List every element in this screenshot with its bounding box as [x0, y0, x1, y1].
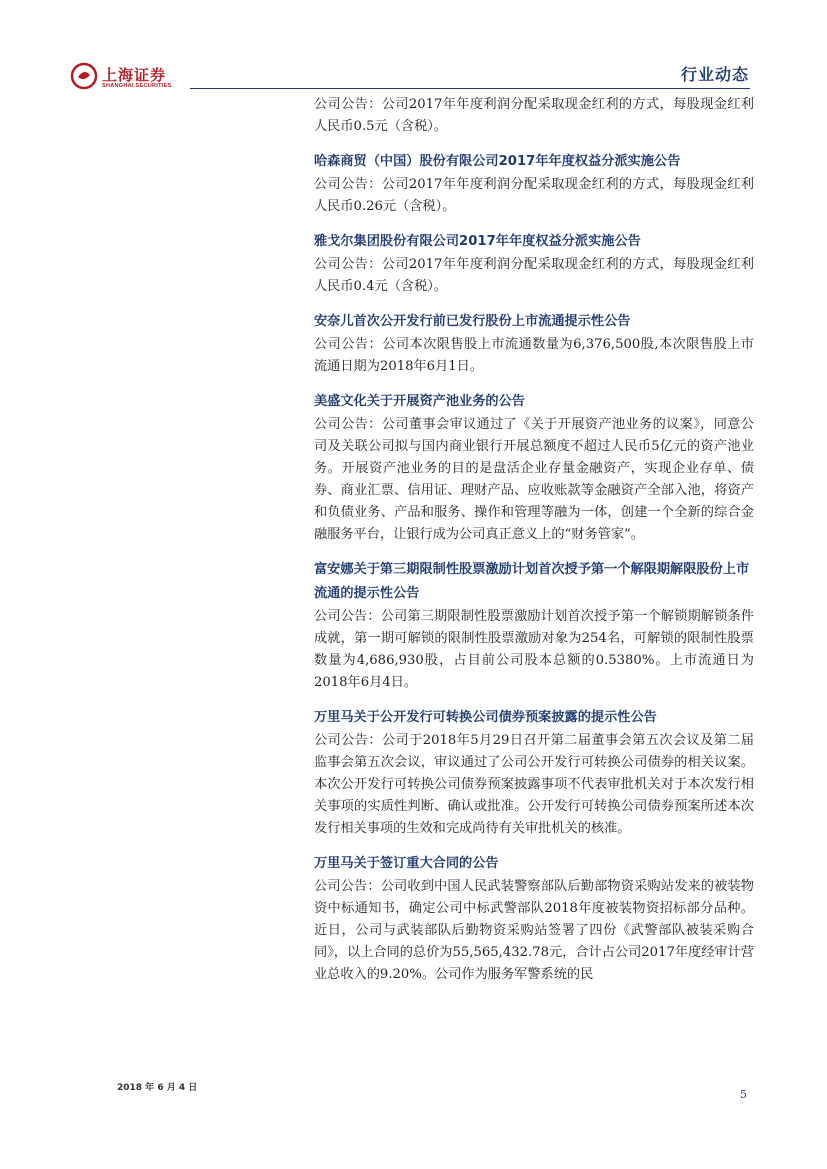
announcement-item [314, 390, 754, 546]
announcement-title: 美盛文化关于开展资产池业务的公告 [314, 394, 525, 409]
announcement-title: 富安娜关于第三期限制性股票激励计划首次授予第一个解限期解限股份上市流通的提示性公告 [314, 562, 750, 601]
report-date: 2018 年 6 月 4 日 [117, 1083, 198, 1093]
announcement-item [314, 558, 754, 694]
announcement-body: 公司公告：公司2017年年度利润分配采取现金红利的方式，每股现金红利人民币0.26元（含税）。 [314, 177, 754, 214]
announcement-item [314, 230, 754, 298]
announcement-body: 公司公告：公司董事会审议通过了《关于开展资产池业务的议案》，同意公司及关联公司拟与国内商业银行开展总额度不超过人民币5亿元的资产池业务。开展资产池业务的目的是盘活企业存量金融资产，实现企业存单、债券、商业汇票、信用证、理财产品、应收账款等金融资产全部入池，将资产和负债业务、产品和服务、操作和管理等融为一体，创建一个全新的综合金融服务平台，让银行成为公司真正意义上的“财务管家”。 [314, 417, 754, 542]
announcement-body: 公司公告：公司2017年年度利润分配采取现金红利的方式，每股现金红利人民币0.4元（含税）。 [314, 257, 754, 294]
announcement-item [314, 150, 754, 218]
announcement-title: 哈森商贸（中国）股份有限公司2017年年度权益分派实施公告 [314, 154, 681, 169]
announcement-item [314, 706, 754, 840]
section-title: 行业动态 [680, 65, 749, 84]
logo-emblem-icon [70, 62, 98, 90]
announcement-title: 雅戈尔集团股份有限公司2017年年度权益分派实施公告 [314, 234, 641, 249]
page-number: 5 [740, 1088, 747, 1101]
announcement-body: 公司公告：公司第三期限制性股票激励计划首次授予第一个解锁期解锁条件成就，第一期可解锁的限制性股票激励对象为254名，可解锁的限制性股票数量为4,686,930股，占目前公司股本总额的0.5380%。上市流通日为2018年6月4日。 [314, 609, 754, 690]
announcement-title: 万里马关于公开发行可转换公司债券预案披露的提示性公告 [314, 710, 657, 725]
header-divider [190, 88, 750, 89]
logo-text-en: SHANGHAI SECURITIES [102, 83, 172, 89]
announcement-list [314, 94, 754, 998]
announcement-title: 安奈儿首次公开发行前已发行股份上市流通提示性公告 [314, 314, 631, 329]
announcement-body: 公司公告：公司2017年年度利润分配采取现金红利的方式，每股现金红利人民币0.5元（含税）。 [314, 97, 754, 134]
announcement-body: 公司公告：公司于2018年5月29日召开第二届董事会第五次会议及第二届监事会第五次会议，审议通过了公司公开发行可转换公司债券的相关议案。本次公开发行可转换公司债券预案披露事项不代表审批机关对于本次发行相关事项的实质性判断、确认或批准。公开发行可转换公司债券预案所述本次发行相关事项的生效和完成尚待有关审批机关的核准。 [314, 733, 754, 836]
announcement-item [314, 94, 754, 138]
page-header [0, 0, 827, 100]
announcement-item [314, 852, 754, 986]
logo-text-cn: 上海证券 [102, 66, 167, 84]
company-logo [70, 62, 190, 92]
announcement-item [314, 310, 754, 378]
announcement-title: 万里马关于签订重大合同的公告 [314, 856, 499, 871]
announcement-body: 公司公告：公司收到中国人民武装警察部队后勤部物资采购站发来的被装物资中标通知书，确定公司中标武警部队2018年度被装物资招标部分品种。近日，公司与武装部队后勤物资采购站签署了四份《武警部队被装采购合同》，以上合同的总价为55,565,432.78元，合计占公司2017年度经审计营业总收入的9.20%。公司作为服务军警系统的民 [314, 879, 754, 982]
announcement-body: 公司公告：公司本次限售股上市流通数量为6,376,500股,本次限售股上市流通日期为2018年6月1日。 [314, 337, 754, 374]
